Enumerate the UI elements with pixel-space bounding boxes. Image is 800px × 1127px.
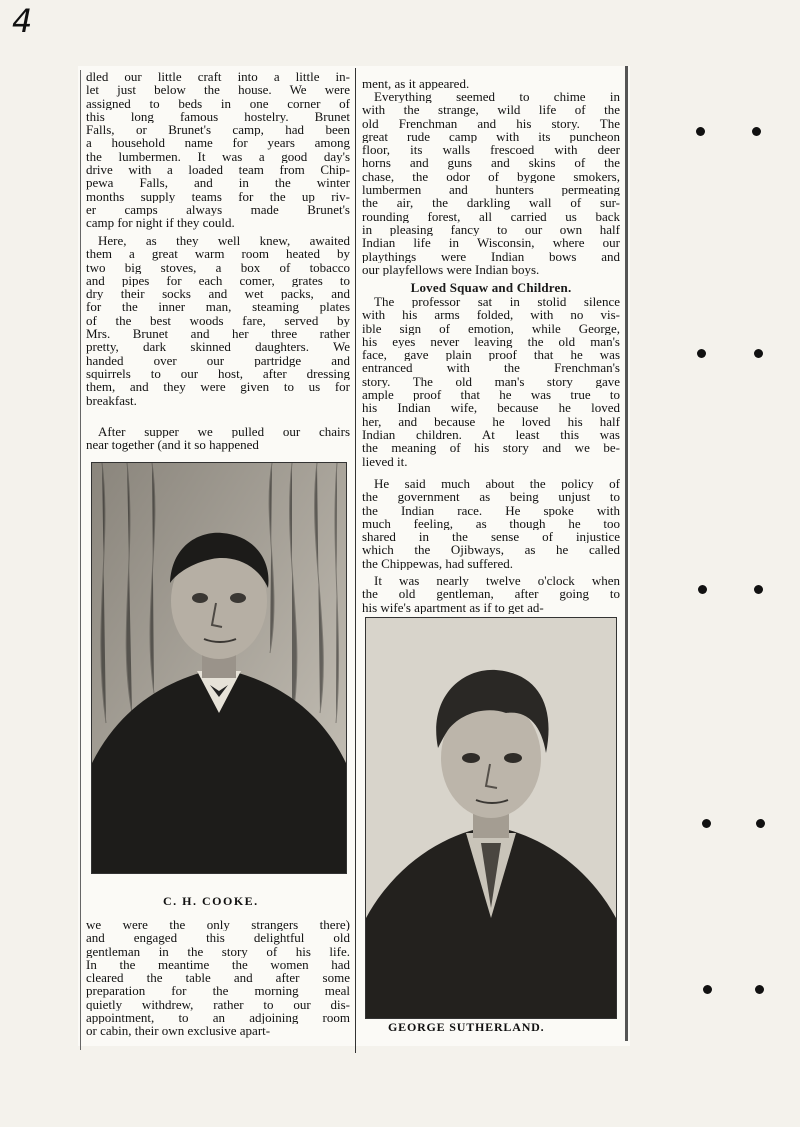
- column2-paragraph-4: [362, 477, 620, 570]
- text-line: cleared the table and after some: [86, 971, 350, 985]
- text-line: Indian life in Wisconsin, where our: [362, 236, 620, 250]
- text-line: The professor sat in stolid silence: [374, 295, 620, 309]
- portrait-cooke-image: [92, 463, 346, 873]
- text-line: pewa Falls, and in the winter: [86, 176, 350, 190]
- text-line: old Frenchman and his story. The: [362, 116, 620, 130]
- text-line: with his arms folded, with no vis-: [362, 308, 620, 322]
- punch-hole: [754, 585, 763, 594]
- punch-hole: [754, 349, 763, 358]
- punch-hole: [752, 127, 761, 136]
- photo2-caption: GEORGE SUTHERLAND.: [388, 1020, 545, 1034]
- text-line: the meaning of his story and we be-: [362, 441, 620, 455]
- text-line: our playfellows were Indian boys.: [362, 262, 540, 277]
- text-line: we were the only strangers there): [86, 918, 350, 932]
- column-rule: [355, 68, 356, 1053]
- column2-top-text: [362, 77, 620, 90]
- punch-hole: [755, 985, 764, 994]
- text-line: playthings were Indian bows and: [362, 249, 620, 263]
- text-line: story. The old man's story gave: [362, 374, 620, 389]
- text-line: lumbermen and hunters permeating: [362, 183, 620, 197]
- text-line: face, gave plain proof that he was: [362, 348, 620, 362]
- column1-bottom-text: [86, 918, 350, 1038]
- text-line: a household name for years among: [86, 136, 350, 150]
- text-line: the Indian race. He spoke with: [362, 503, 620, 517]
- text-line: in pleasing fancy to our own half: [362, 222, 620, 237]
- text-line: Everything seemed to chime in: [374, 90, 620, 104]
- text-line: his wife's apartment as if to get ad-: [362, 600, 544, 614]
- punch-hole: [702, 819, 711, 828]
- text-line: camp for night if they could.: [86, 216, 235, 230]
- column2-paragraph-5: [362, 574, 620, 614]
- photo-george-sutherland: [365, 617, 617, 1019]
- text-line: of the best woods fare, served by: [86, 313, 350, 328]
- punch-hole: [696, 127, 705, 136]
- text-line: entranced with the Frenchman's: [362, 361, 620, 375]
- text-line: gentleman in the story of his life.: [86, 944, 350, 958]
- text-line: the air, the darkling wall of sur-: [362, 196, 620, 210]
- text-line: his Indian wife, because he loved: [362, 401, 620, 415]
- text-line: with the strange, wild life of the: [362, 103, 620, 117]
- portrait-sutherland-image: [366, 618, 616, 1018]
- text-line: ample proof that he was true to: [362, 388, 620, 402]
- text-line: ible sign of emotion, while George,: [362, 321, 620, 335]
- text-line: great rude camp with its puncheon: [362, 129, 620, 144]
- column1-paragraph-3: [86, 425, 350, 452]
- text-line: appointment, to an adjoining room: [86, 1011, 350, 1025]
- clipping-left-edge: [80, 70, 81, 1050]
- clipping-right-edge: [625, 66, 628, 1041]
- text-line: two big stoves, a box of tobacco: [86, 260, 350, 274]
- punch-hole: [698, 585, 707, 594]
- text-line: handed over our partridge and: [86, 353, 350, 367]
- text-line: ment, as it appeared.: [362, 77, 470, 91]
- text-line: He said much about the policy of: [374, 477, 620, 491]
- text-line: and pipes for each comer, grates to: [86, 273, 350, 288]
- text-line: Here, as they well knew, awaited: [98, 234, 350, 248]
- text-line: her, and because he loved his half: [362, 414, 620, 428]
- text-line: which the Ojibways, as he called: [362, 543, 620, 557]
- column2-paragraph-3: [362, 295, 620, 468]
- column1-paragraph-2: [86, 234, 350, 407]
- text-line: the lumbermen. It was a good day's: [86, 149, 350, 164]
- text-line: Indian children. At least this was: [362, 427, 620, 442]
- subhead-loved-squaw: Loved Squaw and Children.: [410, 280, 572, 295]
- text-line: squirrels to our host, after dressing: [86, 366, 350, 381]
- text-line: and engaged this delightful old: [86, 931, 350, 945]
- column1-top-text: [86, 70, 350, 230]
- text-line: near together (and it so happened: [86, 438, 259, 452]
- text-line: months supply teams for the up riv-: [86, 189, 350, 203]
- text-line: horns and guns and skins of the: [362, 156, 620, 170]
- text-line: or cabin, their own exclusive apart-: [86, 1024, 271, 1038]
- column2-paragraph-2: [362, 90, 620, 276]
- text-line: drive with a loaded team from Chip-: [86, 163, 350, 177]
- text-line: lieved it.: [362, 454, 408, 468]
- text-line: dled our little craft into a little in-: [86, 70, 350, 84]
- text-line: In the meantime the women had: [86, 957, 350, 972]
- punch-hole: [697, 349, 706, 358]
- text-line: chase, the odor of bygone smokers,: [362, 169, 620, 184]
- text-line: them, and they were given to us for: [86, 380, 350, 394]
- text-line: It was nearly twelve o'clock when: [374, 574, 620, 588]
- text-line: breakfast.: [86, 393, 137, 407]
- text-line: shared in the sense of injustice: [362, 530, 620, 544]
- text-line: floor, its walls frescoed with deer: [362, 143, 620, 157]
- text-line: er camps always made Brunet's: [86, 202, 350, 217]
- text-line: Falls, or Brunet's camp, had been: [86, 123, 350, 137]
- text-line: let just below the house. We were: [86, 83, 350, 97]
- page-number: 4: [12, 2, 33, 40]
- text-line: dry their socks and wet packs, and: [86, 287, 350, 301]
- text-line: the government as being unjust to: [362, 490, 620, 504]
- text-line: preparation for the morning meal: [86, 984, 350, 998]
- text-line: quietly withdrew, rather to our dis-: [86, 997, 350, 1012]
- photo-c-h-cooke: [91, 462, 347, 874]
- text-line: rounding forest, all carried us back: [362, 209, 620, 223]
- text-line: for the inner man, steaming plates: [86, 300, 350, 314]
- text-line: Mrs. Brunet and her three rather: [86, 327, 350, 341]
- text-line: much feeling, as though he too: [362, 516, 620, 531]
- text-line: After supper we pulled our chairs: [98, 425, 350, 439]
- text-line: his eyes never leaving the old man's: [362, 334, 620, 349]
- punch-hole: [703, 985, 712, 994]
- punch-hole: [756, 819, 765, 828]
- text-line: them a great warm room heated by: [86, 247, 350, 261]
- text-line: the old gentleman, after going to: [362, 587, 620, 601]
- text-line: assigned to beds in one corner of: [86, 96, 350, 110]
- text-line: this long famous hostelry. Brunet: [86, 109, 350, 124]
- text-line: the Chippewas, had suffered.: [362, 556, 514, 571]
- photo1-caption: C. H. COOKE.: [163, 894, 259, 908]
- text-line: pretty, dark skinned daughters. We: [86, 340, 350, 354]
